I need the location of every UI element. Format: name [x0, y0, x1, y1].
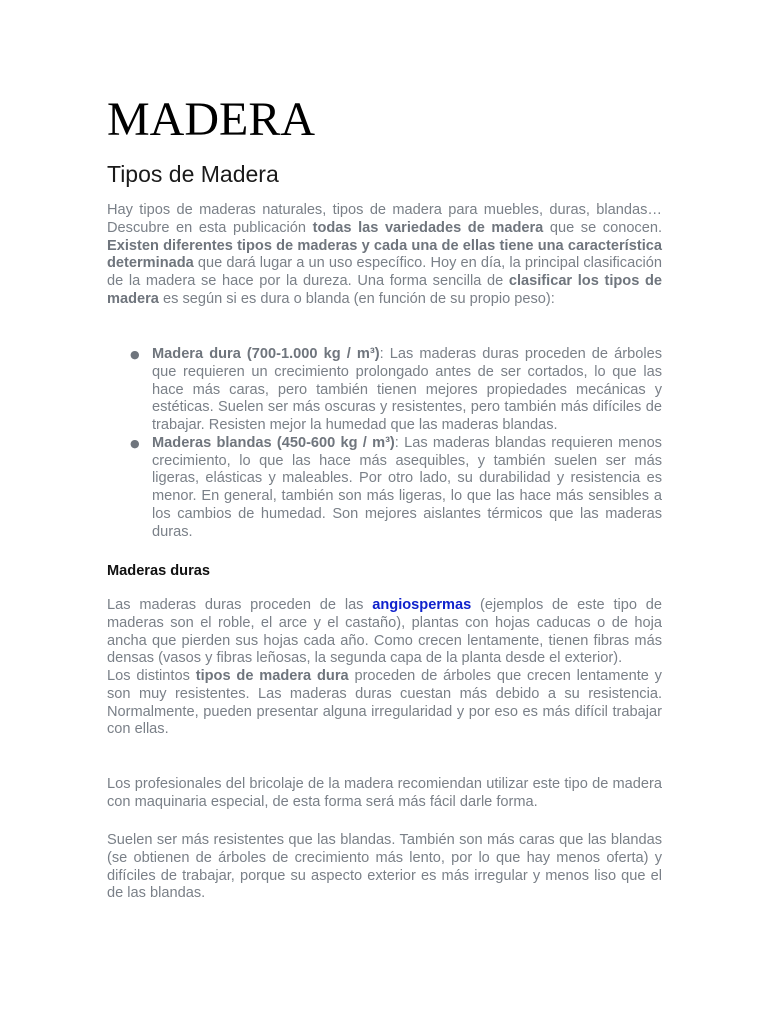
section-heading: Maderas duras — [107, 563, 211, 579]
angiospermas-link[interactable]: angiospermas — [372, 597, 472, 613]
intro-text-1: Hay tipos de maderas naturales, tipos de madera para muebles, duras, blandas… Descubre en esta publicación — [107, 202, 662, 236]
list-item-text: : Las maderas blandas requieren menos crecimiento, lo que las hace más asequibles, y también suelen ser más ligeras, elásticas y maleables. Por otro lado, su durabilidad y resistencia es menor. En general, también son más ligeras, lo que las hace más sensibles a los cambios de humedad. Son mejores aislantes térmicos que las maderas duras. — [152, 434, 662, 540]
p1-bold-1: tipos de madera dura — [195, 668, 349, 684]
list-item-madera-dura — [107, 346, 662, 435]
intro-bold-2: Existen diferentes tipos de maderas y cada una de ellas tiene una característica determinada — [107, 237, 662, 272]
bullet-icon: ● — [130, 348, 140, 361]
p1-text-2: (ejemplos de este tipo de maderas son el roble, el arce y el castaño), plantas con hojas caducas o de hoja ancha que pierden sus hojas cada año. Como crecen lentamente, tienen fibras más densas (vasos y fibras leñosas, la segunda capa de la planta desde el exterior). — [107, 597, 662, 667]
p1-text-4: proceden de árboles que crecen lentamente y son muy resistentes. Las maderas duras cuestan más debido a su resistencia. Normalmente, pueden presentar alguna irregularidad y por eso es más difícil trabajar con ellas. — [107, 668, 662, 738]
wood-types-list — [107, 346, 662, 541]
hardwood-paragraph-2: Los profesionales del bricolaje de la madera recomiendan utilizar este tipo de madera con maquinaria especial, de esta forma será más fácil darle forma. — [107, 776, 662, 810]
page-title: MADERA — [107, 93, 316, 146]
intro-bold-1: todas las variedades de madera — [312, 219, 544, 236]
intro-bold-3: clasificar los tipos de madera — [107, 273, 662, 307]
intro-paragraph — [107, 202, 662, 309]
p1-text-1: Las maderas duras proceden de las — [107, 597, 373, 613]
list-item-text: : Las maderas duras proceden de árboles que requieren un crecimiento prolongado antes de ser cortados, lo que las hace más caras, pero también tienen mejores propiedades mecánicas y estéticas. Suelen ser más oscuras y resistentes, pero también más difíciles de trabajar. Resisten mejor la humedad que las maderas blandas. — [152, 346, 662, 433]
bullet-icon: ● — [130, 436, 140, 450]
list-item-label: Maderas blandas (450-600 kg / m³) — [152, 434, 395, 451]
hardwood-paragraph-1 — [107, 597, 662, 739]
page-subtitle: Tipos de Madera — [107, 161, 279, 187]
list-item-maderas-blandas — [107, 435, 662, 542]
hardwood-paragraph-3: Suelen ser más resistentes que las blandas. También son más caras que las blandas (se obtienen de árboles de crecimiento más lento, por lo que hay menos oferta) y difíciles de trabajar, porque su aspecto exterior es más irregular y menos liso que el de las blandas. — [107, 832, 662, 902]
list-item-label: Madera dura (700-1.000 kg / m³) — [152, 346, 380, 362]
intro-text-2: que se conocen. — [543, 219, 663, 236]
p1-text-3: Los distintos — [107, 668, 196, 684]
intro-text-3: que dará lugar a un uso específico. Hoy en día, la principal clasificación de la madera se hace por la dureza. Una forma sencilla de — [107, 255, 662, 289]
intro-text-4: es según si es dura o blanda (en función de su propio peso): — [158, 290, 555, 307]
